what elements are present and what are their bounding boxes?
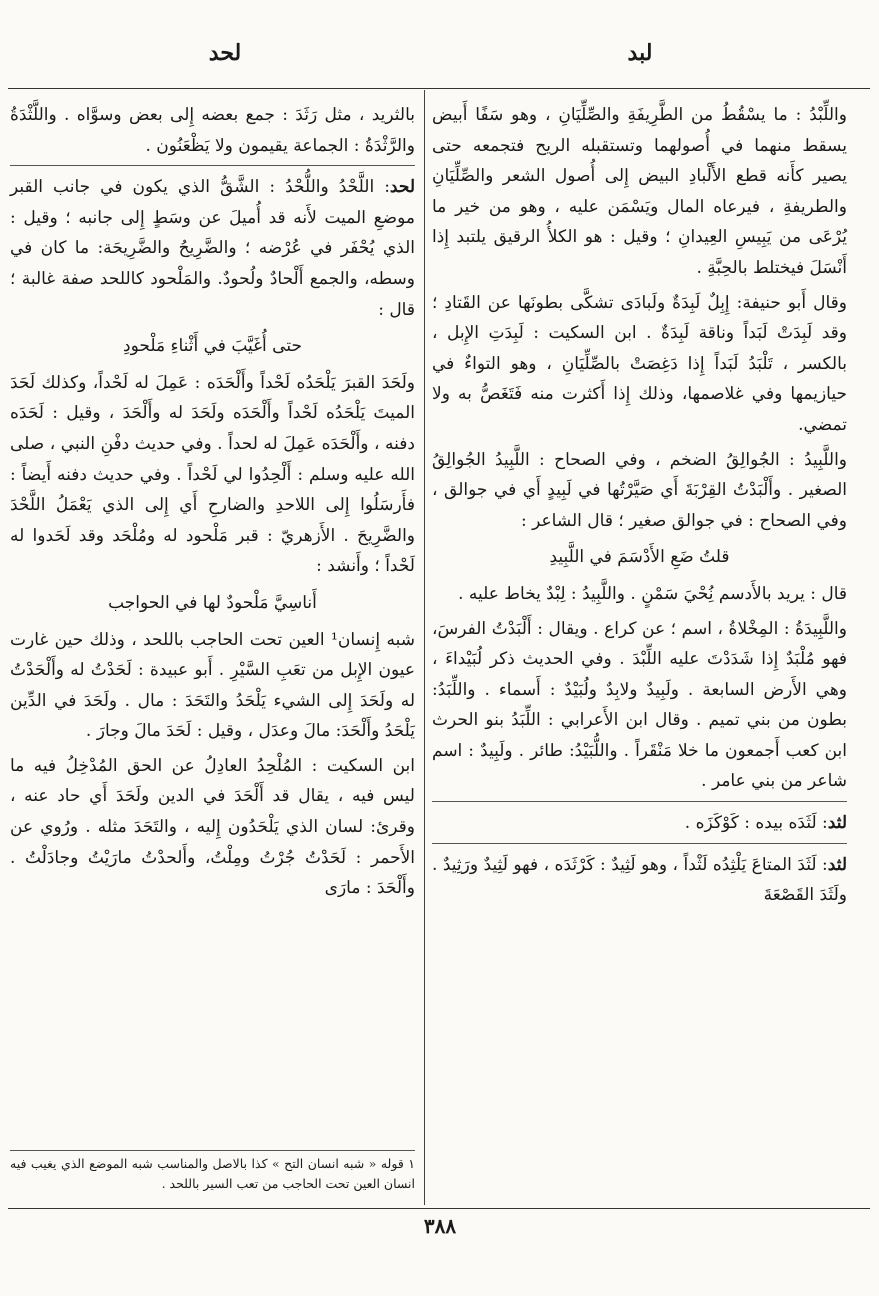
running-header-right: لبد bbox=[627, 40, 653, 66]
verse-line: أَناسِيَّ مَلْحودٌ لها في الحواجب bbox=[108, 592, 317, 613]
footnote: ١ قوله « شبه انسان التح » كذا بالاصل والمناسب شبه الموضع الذي يغيب فيه انسان العين تحت الحاجب من تعب السير باللحد . bbox=[10, 1156, 415, 1191]
left-column bbox=[10, 100, 415, 908]
entry-paragraph: واللَّبِيدُ : الجُوالِقُ الضخم ، وفي الصحاح : اللَّبِيدُ الجُوالِقُ الصغير . وأَلْبَدْتُ القِرْبَةَ أَي صَيَّرْتُها في لَبِيدٍ أَي في جوالق ، وفي الصحاح : في جوالق صغير ؛ قال الشاعر : bbox=[432, 449, 847, 531]
entry-paragraph: قال : يريد بالأَدسم نُِحْيَ سَمْنٍ . واللَّبِيدُ : لِبْدٌ يخاط عليه . bbox=[458, 583, 847, 604]
footnote-rule bbox=[10, 1150, 415, 1151]
entry-paragraph: بالثريد ، مثل رَثَدَ : جمع بعضه إِلى بعض وسوَّاه . واللَّثْدَةُ والرَّثْدَةُ : الجماعة يقيمون ولا يَظْعَنُون . bbox=[10, 105, 415, 156]
entry-separator bbox=[432, 843, 847, 844]
right-column bbox=[432, 100, 847, 915]
running-header-left: لحد bbox=[208, 40, 242, 66]
verse-line: حتى أُغَيَّبَ في أَثْناءِ مَلْحودِ bbox=[123, 336, 302, 357]
header-rule bbox=[8, 88, 870, 89]
entry-paragraph: وقال أَبو حنيفة: إِبِلٌ لَبِدَةٌ ولَبادَى تشكَّى بطونَها عن القَتادِ ؛ وقد لَبِدَتْ لَبَداً وناقة لَبِدَةٌ . ابن السكيت : لَبِدَتِ الإِبل ، بالكسر ، تَلْبَدُ لَبَداً إِذا دَغِصَتْ بالصِّلِّيَانِ ، وهو التواءٌ في حيازيمها وفي غلاصمها، وذلك إِذا أَكثرت منه فَتَغَصُّ به ولا تمضي. bbox=[432, 292, 847, 435]
entry-separator bbox=[10, 165, 415, 166]
headword: لحد bbox=[389, 177, 415, 198]
entry-paragraph: واللَّبِيدَةُ : المِخْلاةُ ، اسم ؛ عن كراع . ويقال : أَلْبَدْتُ الفرسَ، فهو مُلْبَدٌ إِذا شَدَدْتَ عليه اللِّبْدَ . وفي الحديث ذكر لُبَيْداءَ ، وهي الأَرض السابعة . ولَبِيدٌ ولابِدٌ ولُبَيْدٌ : أَسماء . واللِّبَدُ: بطون من بني تميم . وقال ابن الأَعرابي : اللِّبَدُ بنو الحرث ابن كعب أَجمعون ما خلا مَنْقَراً . واللُّبَيْدُ: طائر . ولَبِيدٌ : اسم شاعر من بني عامر . bbox=[432, 618, 847, 792]
column-divider bbox=[424, 90, 425, 1205]
entry-paragraph: شبه إِنسان¹ العين تحت الحاجب باللحد ، وذلك حين غارت عيون الإِبل من تعَبِ السَّيْرِ . أَبو عبيدة : لَحَدْتُ له وأَلْحَدْتُ له ولَحَدَ إِلى الشيء يَلْحَدُ والتَحَدَ : مال . ولَحَدَ في الدِّين يَلْحَدُ وأَلْحَدَ: مالَ وعدَل ، وقيل : لَحَدَ مالَ وجارَ . bbox=[10, 629, 415, 742]
entry-paragraph: واللِّبْدُ : ما يسْقُطُ من الطَّرِيفَةِ والصِّلِّيَانِ ، وهو سَفًا أَبيض يسقط منهما في أُصولهما وتستقبله الريح فتجمعه حتى يصير كأَنه قطع الأَلْبادِ البيض إِلى أُصول الشعر والصِّلِّيَانِ والطريفةِ ، فيرعاه المال ويَسْمَن عليه ، وهو من خير ما يُرْعَى من يَبِيسِ العِيدانِ ؛ وقيل : هو الكلأُ الرقيق يلتبد إِذا أَنْسَلَ فيختلط بالحِبَّةِ . bbox=[432, 105, 847, 278]
verse-line: قلتُ ضَعِ الأَدْسَمَ في اللَّبِيدِ bbox=[549, 547, 730, 568]
entry-text: : اللَّحْدُ واللُّحْدُ : الشَّقُّ الذي يكون في جانب القبر موضعِ الميت لأَنه قد أُميلَ عن وسَطٍ إِلى جانبه ؛ وقيل : الذي يُحْفَر في عُرْضه ؛ والضَّرِيحُ والضَّرِيحَة: ما كان في وسطه، والجمع أَلْحادٌ ولُحودٌ. والمَلْحود كاللحد صفة غالبة ؛ قال : bbox=[10, 177, 415, 320]
entry-separator bbox=[432, 801, 847, 802]
headword: لثد bbox=[827, 813, 847, 834]
page-number: ٣٨٨ bbox=[423, 1214, 457, 1238]
headword: لثد bbox=[827, 854, 847, 875]
entry-text: : لَثَدَ المتاعَ يَلْثِدُه لَثْداً ، وهو لَثِيدٌ : كَرْثَدَه ، فهو لَثِيدٌ ورَثِيدٌ . ولَثَدَ القَصْعَةَ bbox=[432, 854, 847, 906]
entry-lthd-2 bbox=[432, 850, 847, 911]
entry-paragraph: ولَحَدَ القبرَ يَلْحَدُه لَحْداً وأَلْحَدَه : عَمِلَ له لَحْداً، وكذلك لَحَدَ الميتَ يَلْحَدُه لَحْداً وأَلْحَدَه ولَحَدَ له وأَلْحَدَ ، وقيل : لَحَدَه دفنه ، وأَلْحَدَه عَمِلَ له لحداً . وفي حديث دفْنِ النبي ، صلى الله عليه وسلم : أَلْحِدُوا لي لَحْداً . وفي حديث دفنه أَيضاً : فأَرسَلُوا إِلى اللاحدِ والضارحِ أَي إِلى الذي يَعْمَلُ اللَّحْدَ والضَّرِيحَ . الأَزهريّ : قبر مَلْحود له ومُلْحَد وقد لَحَدوا له لَحْداً ؛ وأَنشد : bbox=[10, 372, 415, 577]
entry-lthd bbox=[432, 808, 847, 839]
footer-rule bbox=[8, 1208, 870, 1209]
entry-text: : لَثَدَه بيده : كَوْكَزَه . bbox=[684, 813, 828, 834]
entry-lhd bbox=[10, 172, 415, 325]
entry-paragraph: ابن السكيت : المُلْحِدُ العادِلُ عن الحق المُدْخِلُ فيه ما ليس فيه ، يقال قد أَلْحَدَ في الدين ولَحَدَ أَي حاد عنه ، وقرئ: لسان الذي يَلْحَدُون إِليه ، والتَحَدَ مثله . ورُوي عن الأَحمر : لَحَدْتُ جُرْتُ ومِلْتُ، وأَلحدْتُ مارَيْتُ وجادَلْتُ . وأَلْحَدَ : مارَى bbox=[10, 755, 415, 899]
